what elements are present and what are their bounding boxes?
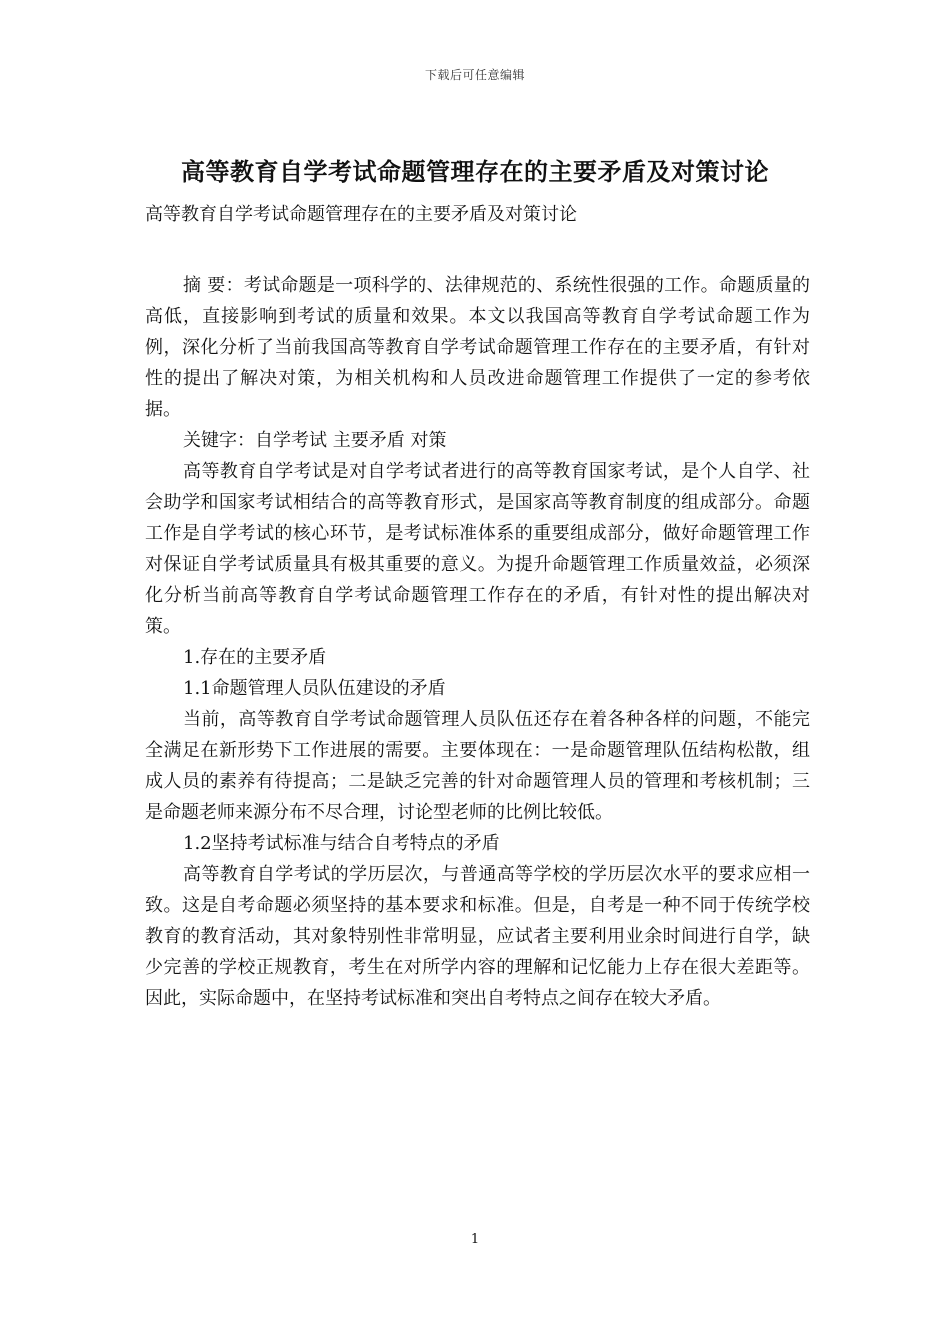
intro-paragraph: 高等教育自学考试是对自学考试者进行的高等教育国家考试，是个人自学、社会助学和国家考试相结合的高等教育形式，是国家高等教育制度的组成部分。命题工作是自学考试的核心环节，是考试标准体系的重要组成部分，做好命题管理工作对保证自学考试质量具有极其重要的意义。为提升命题管理工作质量效益，必须深化分析当前高等教育自学考试命题管理工作存在的矛盾，有针对性的提出解决对策。 (145, 461, 810, 637)
document-subtitle: 高等教育自学考试命题管理存在的主要矛盾及对策讨论 (145, 204, 577, 225)
section-1-2-paragraph: 高等教育自学考试的学历层次，与普通高等学校的学历层次水平的要求应相一致。这是自考命题必须坚持的基本要求和标准。但是，自考是一种不同于传统学校教育的教育活动，其对象特别性非常明显，应试者主要利用业余时间进行自学，缺少完善的学校正规教育，考生在对所学内容的理解和记忆能力上存在很大差距等。因此，实际命题中，在坚持考试标准和突出自考特点之间存在较大矛盾。 (145, 864, 810, 1009)
header-note: 下载后可任意编辑 (424, 68, 525, 82)
page-number: 1 (470, 1232, 480, 1247)
section-heading-1: 1.存在的主要矛盾 (183, 647, 327, 668)
section-heading-1-2: 1.2坚持考试标准与结合自考特点的矛盾 (183, 833, 500, 854)
section-1-1-paragraph: 当前，高等教育自学考试命题管理人员队伍还存在着各种各样的问题，不能完全满足在新形势下工作进展的需要。主要体现在：一是命题管理队伍结构松散，组成人员的素养有待提高；二是缺乏完善的针对命题管理人员的管理和考核机制；三是命题老师来源分布不尽合理，讨论型老师的比例比较低。 (145, 709, 810, 823)
abstract-paragraph: 摘 要：考试命题是一项科学的、法律规范的、系统性很强的工作。命题质量的高低，直接影响到考试的质量和效果。本文以我国高等教育自学考试命题工作为例，深化分析了当前我国高等教育自学考试命题管理工作存在的主要矛盾，有针对性的提出了解决对策，为相关机构和人员改进命题管理工作提供了一定的参考依据。 (145, 275, 810, 420)
section-heading-1-1: 1.1命题管理人员队伍建设的矛盾 (183, 678, 446, 699)
document-title: 高等教育自学考试命题管理存在的主要矛盾及对策讨论 (181, 157, 769, 186)
keywords-line: 关键字：自学考试 主要矛盾 对策 (183, 430, 447, 451)
document-body (145, 270, 810, 1014)
